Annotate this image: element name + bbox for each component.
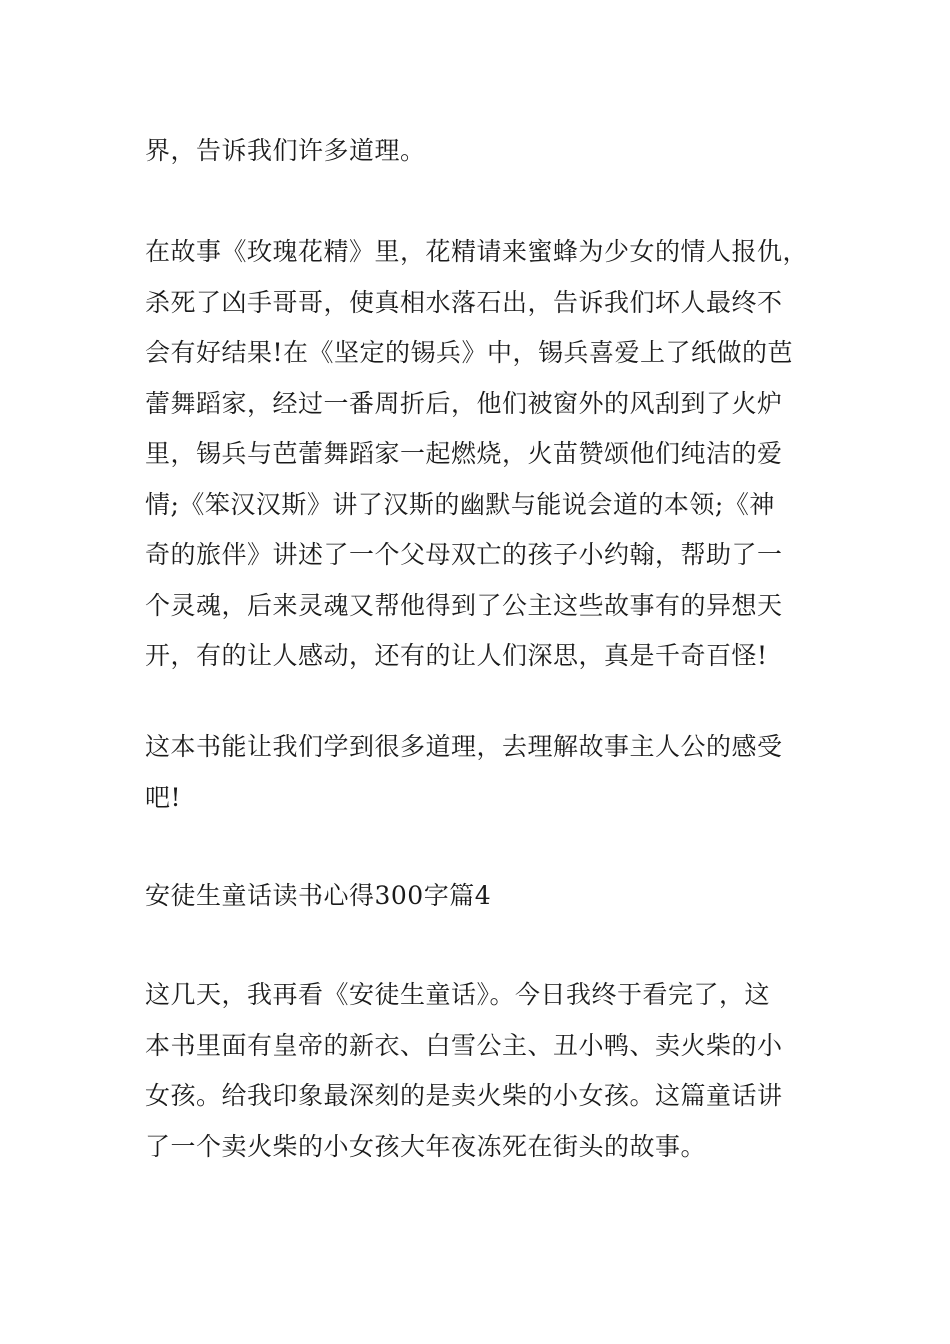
text-line: 开，有的让人感动，还有的让人们深思，真是千奇百怪! <box>145 641 768 670</box>
text-line: 蕾舞蹈家，经过一番周折后，他们被窗外的风刮到了火炉 <box>145 388 783 418</box>
text-line: 在故事《玫瑰花精》里，花精请来蜜蜂为少女的情人报仇， <box>145 237 809 266</box>
text-line: 这本书能让我们学到很多道理，去理解故事主人公的感受 <box>145 732 783 761</box>
text-line: 个灵魂，后来灵魂又帮他得到了公主这些故事有的异想天 <box>145 590 783 620</box>
text-line: 这几天，我再看《安徒生童话》。今日我终于看完了，这 <box>145 980 771 1009</box>
text-line: 奇的旅伴》讲述了一个父母双亡的孩子小约翰，帮助了一 <box>145 540 783 569</box>
text-line: 本书里面有皇帝的新衣、白雪公主、丑小鸭、卖火柴的小 <box>145 1030 783 1060</box>
text-line: 吧! <box>145 782 182 812</box>
text-line: 女孩。给我印象最深刻的是卖火柴的小女孩。这篇童话讲 <box>145 1081 783 1110</box>
paragraph-conclusion <box>145 722 815 823</box>
text-line: 了一个卖火柴的小女孩大年夜冻死在街头的故事。 <box>145 1131 707 1161</box>
paragraph-stories <box>145 227 815 682</box>
text-line: 会有好结果!在《坚定的锡兵》中，锡兵喜爱上了纸做的芭 <box>145 338 794 367</box>
heading-text: 安徒生童话读书心得300字篇4 <box>145 881 492 910</box>
section-heading <box>145 871 815 922</box>
text-line: 里，锡兵与芭蕾舞蹈家一起燃烧，火苗赞颂他们纯洁的爱 <box>145 439 783 468</box>
paragraph-essay4 <box>145 970 815 1172</box>
text-line: 情;《笨汉汉斯》讲了汉斯的幽默与能说会道的本领;《神 <box>145 489 775 519</box>
text-line: 杀死了凶手哥哥，使真相水落石出，告诉我们坏人最终不 <box>145 287 783 317</box>
text-line: 界，告诉我们许多道理。 <box>145 136 426 165</box>
paragraph-intro-tail <box>145 126 815 177</box>
